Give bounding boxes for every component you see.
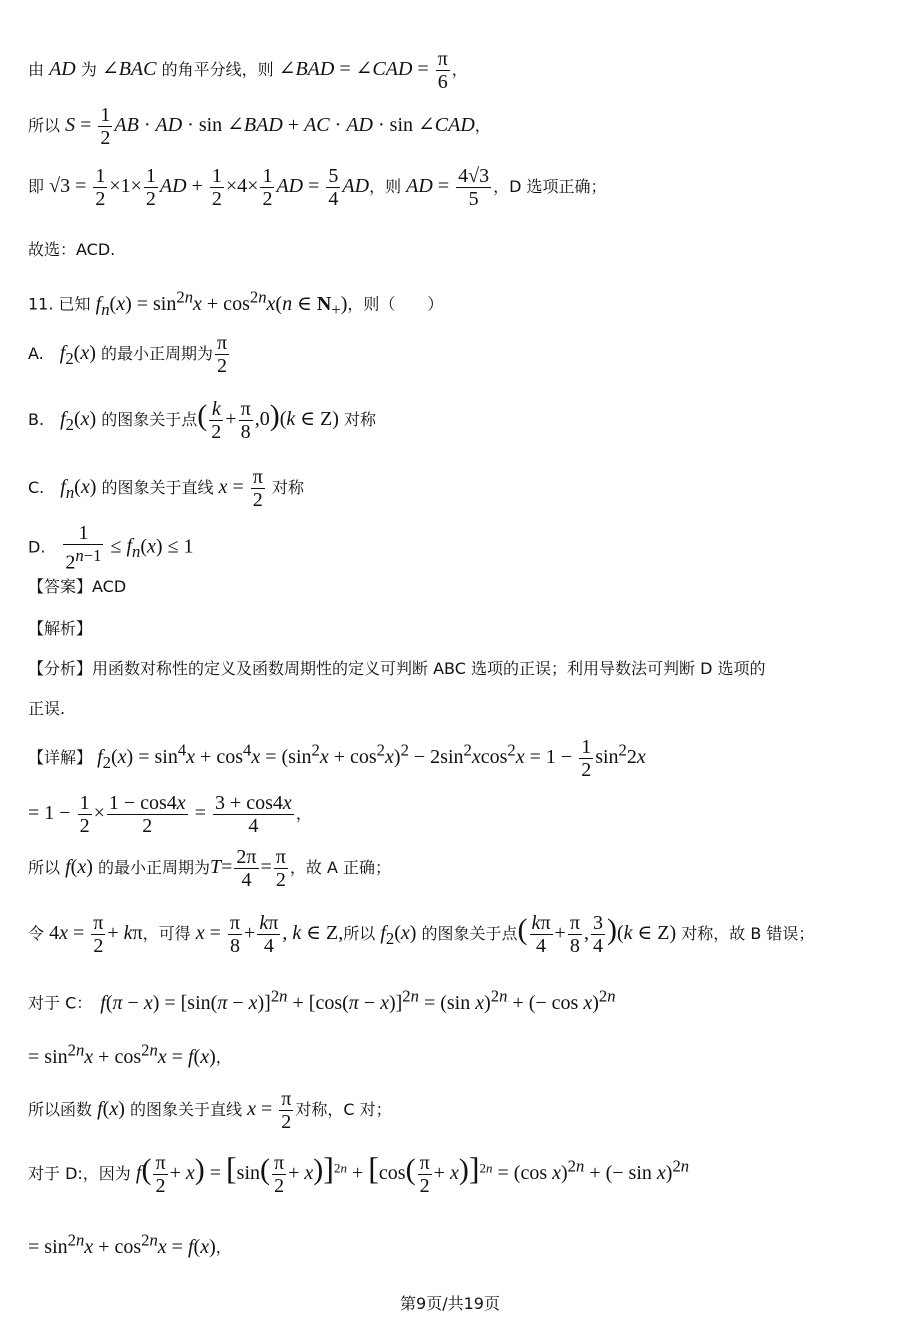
analysis-line-1: 【分析】用函数对称性的定义及函数周期性的定义可判断 ABC 选项的正误；利用导数法可判断 D 选项的 (28, 659, 766, 678)
option-c: C. $f_n(x)$ 的图象关于直线 x = $\frac{\pi}{2}$ 对称 (28, 466, 304, 511)
line-2: 所以 S = $\frac{1}{2}$ AB · AD · sin ∠BAD + AC · AD · sin ∠CAD， (28, 104, 491, 149)
option-a: A. $f_2(x)$ 的最小正周期为 $\frac{\pi}{2}$ (28, 332, 228, 377)
detail-line-5: 对于 C： $f(\pi - x) = [\sin(\pi - x)]^{2n} + [\cos(\pi - x)]^{2n} = (\sin$ x)$^{2n}$ + (− cos x)$^{2n}$ (28, 986, 616, 1014)
detail-line-4: 令 4x = $\frac{\pi}{2}$ + kπ，可得 x = $\frac{\pi}{8}$ + $\frac{k\pi}{4}$ , k ∈ Z,所以 $f_2(x)$ 的图象关于点( $\frac{k\pi}{4}$ + $\frac{\pi}{8}$ , $\frac{3}{4}$ )(k ∈ Z) 对称，故 B 错误； (28, 912, 815, 957)
question-11: 11. 已知 $f_n(x) = \sin^{2n}x + \cos^{2n}x(n$ ∈ $N_+$)，则（ ） (28, 287, 444, 319)
detail-line-7: 所以函数 f(x) 的图象关于直线 x = $\frac{\pi}{2}$ 对称，C 对； (28, 1088, 392, 1133)
detail-line-1: 【详解】 $f_2(x) = \sin^4x + \cos^4x = (\sin^2x + \cos^2x)^2 - 2\sin^2xcos^2x = 1$ − $\frac{1}{2}$ $\sin^22x$ (28, 736, 646, 781)
detail-line-2: = 1 − $\frac{1}{2}$ × $\frac{1 - \cos 4x}{2}$ = $\frac{3 + \cos 4x}{4}$ ， (28, 792, 312, 837)
detail-line-6: = $\sin^{2n}x + \cos^{2n}x = f(x)$， (28, 1040, 232, 1068)
detail-line-9: = $\sin^{2n}x + \cos^{2n}x = f(x)$， (28, 1230, 232, 1258)
line-4: 故选：ACD. (28, 240, 116, 259)
detail-line-3: 所以 f(x) 的最小正周期为T= $\frac{2\pi}{4}$ = $\frac{\pi}{2}$ ，故 A 正确； (28, 846, 392, 891)
analysis-line-2: 正误. (28, 699, 66, 718)
page-footer: 第9页/共19页 (400, 1294, 500, 1313)
line-1: 由 AD 为 ∠BAC 的角平分线，则 ∠BAD = ∠CAD = $\frac{\pi}{6}$ ， (28, 48, 468, 93)
detail-line-8: 对于 D:，因为 f( $\frac{\pi}{2}$ + x) = [sin( $\frac{\pi}{2}$ + x)]$^{2n}$ + [cos( $\frac{\pi}{2}$ + x)]$^{2n}$ = (cos x)$^{2n}$ + (− sin x)$^{2n}$ (28, 1150, 690, 1197)
option-d: D. $\frac{1}{2^{n-1}}$ ≤ $f_n(x) \le 1$ (28, 522, 194, 574)
line-3: 即 √3 = $\frac{1}{2}$ ×1× $\frac{1}{2}$ AD + $\frac{1}{2}$ ×4× $\frac{1}{2}$ AD = $\frac{5}{4}$ AD，则 AD = $\frac{4√3}{5}$ ，D 选项正确； (28, 165, 607, 210)
analysis-heading: 【解析】 (28, 619, 93, 638)
option-b: B. $f_2(x)$ 的图象关于点( $\frac{k}{2}$ + $\frac{\pi}{8}$ ,0)(k ∈ Z) 对称 (28, 398, 377, 443)
answer: 【答案】ACD (28, 577, 127, 596)
